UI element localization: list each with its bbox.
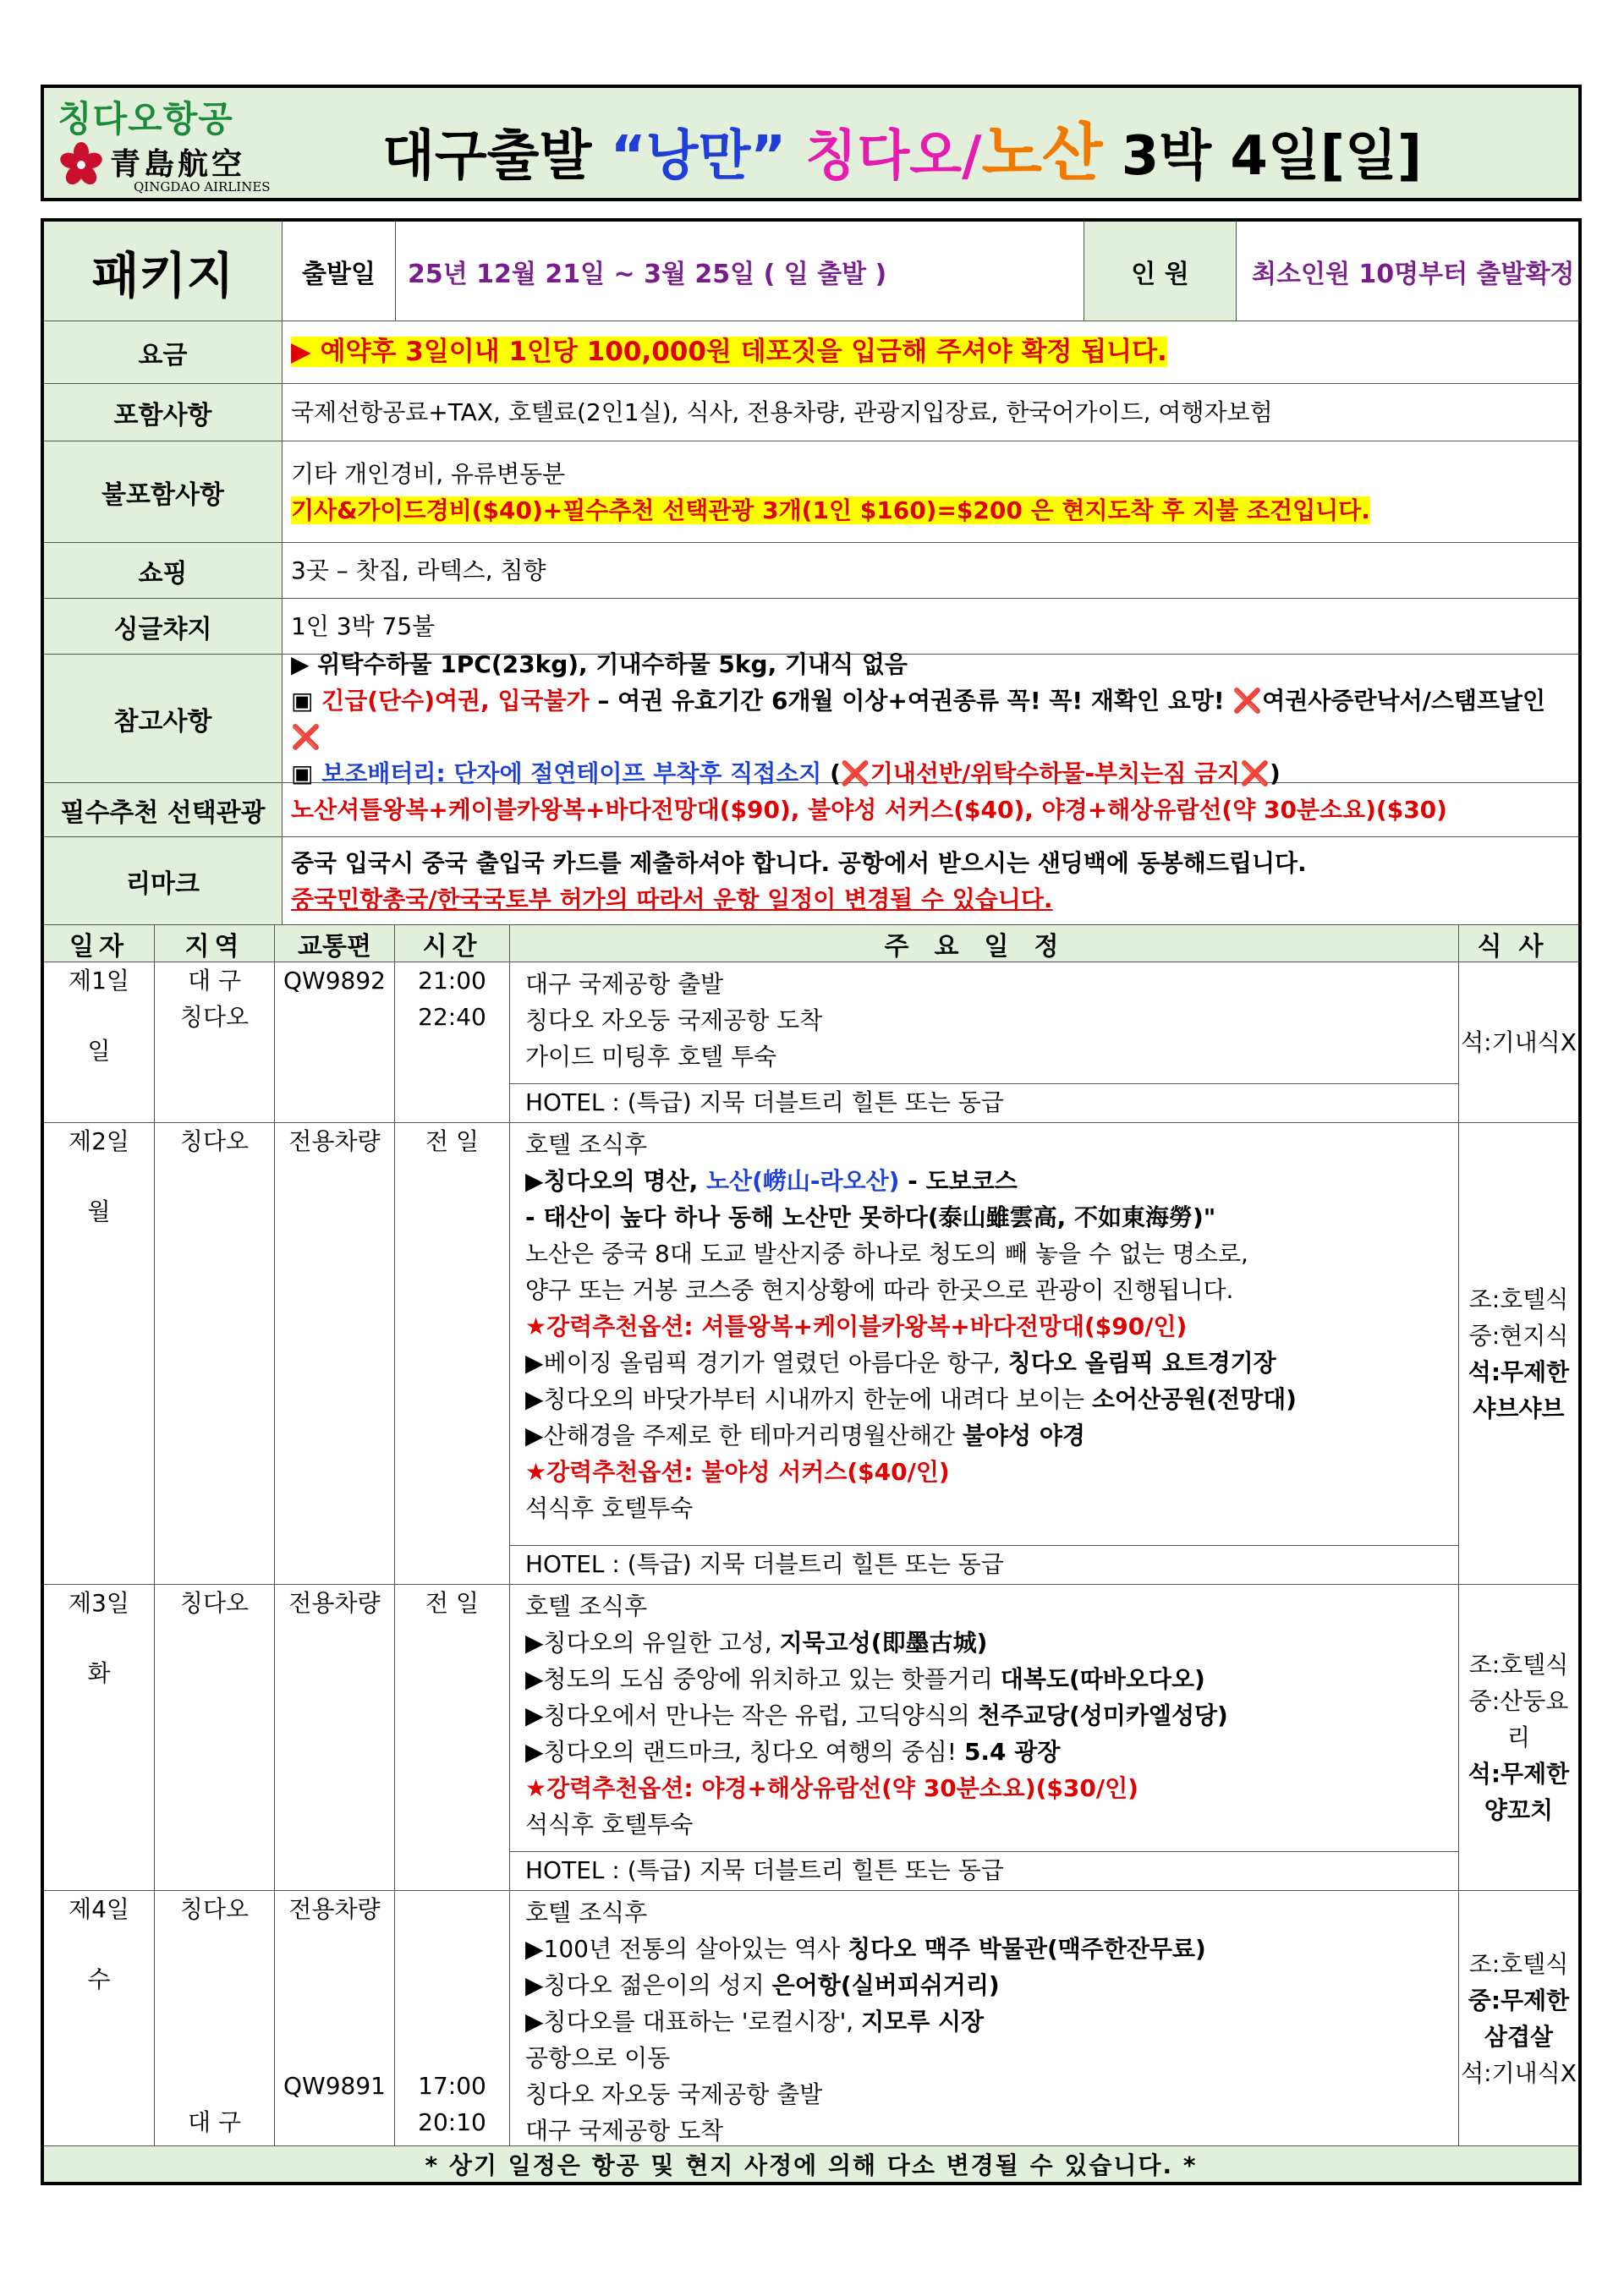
title-theme: “낭만” <box>610 125 787 188</box>
page-header <box>41 85 1582 201</box>
airline-logo <box>51 91 304 198</box>
fee-label: 요금 <box>44 321 283 383</box>
itinerary-line: 공항으로 이동 <box>525 2044 671 2072</box>
meal-breakfast: 조:호텔식 <box>1468 1651 1569 1679</box>
col-transport: 교통편 <box>275 925 395 962</box>
excluded-label: 불포함사항 <box>44 441 283 542</box>
notes-bullet: ▣ <box>291 686 322 715</box>
itinerary-highlight: 칭다오 올림픽 요트경기장 <box>1007 1349 1276 1377</box>
itinerary-line: 대구 국제공항 출발 <box>525 970 724 998</box>
day-row-4 <box>44 1891 1578 2146</box>
notes-passport-warning: 긴급(단수)여권, 입국불가 <box>321 686 590 715</box>
day-row-1 <box>44 962 1578 1123</box>
time-arrive: 22:40 <box>418 1003 486 1031</box>
notes-line1: ▶ 위탁수하물 1PC(23kg), 기내수하물 5kg, 기내식 없음 <box>291 649 908 678</box>
col-region: 지역 <box>155 925 275 962</box>
notes-battery: 보조배터리: 단자에 절연테이프 부착후 직접소지 <box>321 759 822 787</box>
transport: 전용차량 <box>288 1589 381 1617</box>
remark-row <box>44 837 1578 925</box>
title-mountain: 노산 <box>981 117 1103 189</box>
fee-text: ▶ 예약후 3일이내 1인당 100,000원 데포짓을 입금해 주셔야 확정 됩니다. <box>291 337 1167 367</box>
excluded-row <box>44 441 1578 543</box>
hotel-line: HOTEL : (특급) 지묵 더블트리 힐튼 또는 동급 <box>510 1083 1458 1122</box>
itinerary-line <box>525 1967 1455 2003</box>
package-label: 패키지 <box>44 222 283 321</box>
region: 칭다오 <box>179 1127 250 1155</box>
remark-line1: 중국 입국시 중국 출입국 카드를 제출하셔야 합니다. 공항에서 받으시는 샌딩백에 동봉해드립니다. <box>291 848 1307 877</box>
single-charge-text: 1인 3박 75불 <box>291 612 436 640</box>
included-label: 포함사항 <box>44 384 283 441</box>
cross-mark-icon: ❌ <box>840 759 870 787</box>
itinerary-text: ▶칭다오의 명산, <box>525 1167 706 1195</box>
region-to: 칭다오 <box>179 1003 250 1031</box>
optional-tour-row <box>44 783 1578 837</box>
optional-tour-text: 노산셔틀왕복+케이블카왕복+바다전망대($90), 불야성 서커스($40), 야경+해상유람선(약 30분소요)($30) <box>291 796 1447 824</box>
itinerary-line: 호텔 조식후 <box>525 1899 648 1926</box>
itinerary-highlight: 지모루 시장 <box>861 2008 985 2036</box>
airline-name-chinese: 青島航空 <box>110 146 246 182</box>
region-from: 칭다오 <box>179 1895 250 1923</box>
itinerary-line <box>525 1381 1455 1417</box>
itinerary-text: 도보코스 <box>925 1167 1018 1195</box>
itinerary-highlight: 불야성 야경 <box>962 1422 1085 1449</box>
itinerary-line <box>525 1734 1455 1770</box>
itinerary-line: 칭다오 자오둥 국제공항 도착 <box>525 1006 823 1034</box>
meal-dinner: 석:무제한 <box>1468 1357 1570 1386</box>
optional-tour-label: 필수추천 선택관광 <box>44 783 283 836</box>
itinerary-text: ▶칭다오에서 만나는 작은 유럽, 고딕양식의 <box>525 1701 978 1729</box>
meal-lunch: 중:산둥요리 <box>1468 1687 1569 1751</box>
schedule-header <box>44 925 1578 962</box>
time-arrive: 20:10 <box>418 2108 486 2136</box>
meal-dinner-detail: 양꼬치 <box>1484 1796 1554 1824</box>
cross-mark-icon: ❌ <box>1232 686 1263 715</box>
title-city: 칭다오/ <box>786 125 982 188</box>
package-row <box>44 222 1578 321</box>
day-row-2 <box>44 1123 1578 1585</box>
itinerary-line <box>525 1931 1455 1967</box>
cross-mark-icon: ❌ <box>1240 759 1270 787</box>
itinerary-line: 호텔 조식후 <box>525 1131 648 1159</box>
itinerary-line: 가이드 미팅후 호텔 투숙 <box>525 1043 777 1071</box>
day-weekday: 화 <box>87 1659 111 1687</box>
itinerary-highlight: 노산(崂山-라오산) <box>705 1167 900 1195</box>
itinerary-line <box>525 1697 1455 1734</box>
notes-line2 <box>291 682 1570 755</box>
itinerary-option: ★강력추천옵션: 불야성 서커스($40/인) <box>525 1458 950 1486</box>
day-number: 제1일 <box>69 967 129 995</box>
itinerary-line: 양구 또는 거봉 코스중 현지상황에 따라 한곳으로 관광이 진행됩니다. <box>525 1276 1234 1304</box>
col-time: 시간 <box>395 925 510 962</box>
itinerary-line <box>525 1417 1455 1454</box>
transport: 전용차량 <box>288 1127 381 1155</box>
notes-passport-text: – 여권 유효기간 6개월 이상+여권종류 꼭! 꼭! 재확인 요망! <box>589 686 1233 715</box>
meal-breakfast: 조:호텔식 <box>1468 1285 1569 1313</box>
flight-number: QW9892 <box>283 967 386 995</box>
notes-label: 참고사항 <box>44 655 283 782</box>
shopping-text: 3곳 – 찻집, 라텍스, 침향 <box>291 556 546 584</box>
itinerary-text: ▶칭다오의 랜드마크, 칭다오 여행의 중심! <box>525 1738 964 1766</box>
itinerary-text: - <box>899 1167 926 1195</box>
itinerary-line: 대구 국제공항 도착 <box>525 2117 724 2145</box>
meal-lunch: 중:무제한 <box>1468 1986 1570 2014</box>
itinerary-line: 석식후 호텔투숙 <box>525 1811 694 1838</box>
people-value: 최소인원 10명부터 출발확정 <box>1252 259 1575 289</box>
departure-label: 출발일 <box>283 222 396 321</box>
airline-name-korean: 칭다오항공 <box>58 98 233 140</box>
region: 칭다오 <box>179 1589 250 1617</box>
shopping-row <box>44 543 1578 599</box>
itinerary-text: ▶청도의 도심 중앙에 위치하고 있는 핫플거리 <box>525 1665 1001 1693</box>
included-row <box>44 384 1578 441</box>
flight-number: QW9891 <box>283 2072 386 2100</box>
meal-lunch-detail: 삼겹살 <box>1484 2022 1554 2051</box>
meal-breakfast: 조:호텔식 <box>1468 1949 1569 1978</box>
single-charge-label: 싱글챠지 <box>44 599 283 654</box>
itinerary-line: 칭다오 자오둥 국제공항 출발 <box>525 2080 823 2108</box>
day-weekday: 월 <box>87 1197 111 1225</box>
included-text: 국제선항공료+TAX, 호텔료(2인1실), 식사, 전용차량, 관광지입장료, 한국어가이드, 여행자보험 <box>291 398 1273 426</box>
people-label: 인 원 <box>1084 222 1237 321</box>
itinerary-text: ▶칭다오의 바닷가부터 시내까지 한눈에 내려다 보이는 <box>525 1385 1092 1413</box>
itinerary-text: ▶칭다오의 유일한 고성, <box>525 1629 780 1657</box>
time: 전 일 <box>425 1127 479 1155</box>
notes-paren: ( <box>821 759 841 787</box>
departure-value: 25년 12월 21일 ~ 3월 25일 ( 일 출발 ) <box>396 222 1084 321</box>
transport: 전용차량 <box>288 1895 381 1923</box>
airline-name-english: QINGDAO AIRLINES <box>134 179 271 195</box>
itinerary-highlight: 천주교당(성미카엘성당) <box>977 1701 1228 1729</box>
itinerary-line <box>525 1625 1455 1661</box>
itinerary-line: - 태산이 높다 하나 동해 노산만 못하다(泰山雖雲高, 不如東海勞)" <box>525 1203 1216 1231</box>
itinerary-line: 석식후 호텔투숙 <box>525 1494 694 1522</box>
itinerary-text: ▶칭다오를 대표하는 '로컬시장', <box>525 2008 862 2036</box>
time-depart: 21:00 <box>418 967 486 995</box>
meal-dinner: 석:무제한 <box>1468 1760 1570 1788</box>
cross-mark-icon: ❌ <box>291 722 321 751</box>
notes-bullet: ▣ <box>291 759 322 787</box>
itinerary-text: ▶베이징 올림픽 경기가 열렸던 아름다운 항구, <box>525 1349 1008 1377</box>
hotel-line: HOTEL : (특급) 지묵 더블트리 힐튼 또는 동급 <box>510 1851 1458 1890</box>
itinerary-highlight: 지묵고성(即墨古城) <box>779 1629 988 1657</box>
day-row-3 <box>44 1585 1578 1891</box>
itinerary-line <box>525 1345 1455 1381</box>
col-day: 일자 <box>44 925 155 962</box>
itinerary-highlight: 대복도(따바오다오) <box>1000 1665 1205 1693</box>
footer-note: * 상기 일정은 항공 및 현지 사정에 의해 다소 변경될 수 있습니다. * <box>44 2146 1578 2182</box>
day-number: 제4일 <box>69 1895 129 1923</box>
day-weekday: 일 <box>87 1037 111 1065</box>
itinerary-line <box>525 1163 1455 1199</box>
itinerary-option: ★강력추천옵션: 야경+해상유람선(약 30분소요)($30/인) <box>525 1774 1138 1802</box>
remark-label: 리마크 <box>44 837 283 924</box>
itinerary-text: ▶100년 전통의 살아있는 역사 <box>525 1935 848 1963</box>
shopping-label: 쇼핑 <box>44 543 283 598</box>
day-weekday: 수 <box>87 1965 111 1993</box>
itinerary-text: ▶산해경을 주제로 한 테마거리명월산해간 <box>525 1422 963 1449</box>
excluded-line1: 기타 개인경비, 유류변동분 <box>291 459 566 488</box>
meal-dinner: 석:기내식X <box>1461 2058 1577 2087</box>
day-number: 제3일 <box>69 1589 129 1617</box>
remark-line2: 중국민항총국/한국국토부 허가의 따라서 운항 일정이 변경될 수 있습니다. <box>291 885 1053 913</box>
region-from: 대 구 <box>188 967 241 995</box>
title-duration: 3박 4일[일] <box>1102 125 1423 188</box>
excluded-line2: 기사&가이드경비($40)+필수추천 선택관광 3개(1인 $160)=$200 은 현지도착 후 지불 조건입니다. <box>291 496 1370 524</box>
flower-logo-icon <box>59 142 103 186</box>
time-depart: 17:00 <box>418 2072 486 2100</box>
hotel-line: HOTEL : (특급) 지묵 더블트리 힐튼 또는 동급 <box>510 1545 1458 1584</box>
itinerary-line: 호텔 조식후 <box>525 1592 648 1620</box>
meal-lunch: 중:현지식 <box>1468 1321 1569 1350</box>
col-itinerary: 주요일정 <box>510 925 1459 962</box>
page-title <box>382 103 1422 193</box>
col-meals: 식사 <box>1477 931 1561 962</box>
itinerary-line <box>525 2003 1455 2040</box>
notes-passport-stamp: 여권사증란낙서/스탬프날인 <box>1262 686 1546 715</box>
time: 전 일 <box>425 1589 479 1617</box>
itinerary-highlight: 5.4 광장 <box>963 1738 1061 1766</box>
meal-dinner-detail: 샤브샤브 <box>1473 1394 1565 1422</box>
itinerary-option: ★강력추천옵션: 셔틀왕복+케이블카왕복+바다전망대($90/인) <box>525 1312 1188 1340</box>
itinerary-table <box>41 218 1582 2185</box>
itinerary-highlight: 칭다오 맥주 박물관(맥주한잔무료) <box>848 1935 1206 1963</box>
notes-row <box>44 649 1578 787</box>
notes-battery-ban: 기내선반/위탁수하물-부치는짐 금지 <box>870 759 1241 787</box>
itinerary-text: ▶칭다오 젊은이의 성지 <box>525 1971 772 1999</box>
title-departure: 대구출발 <box>382 125 611 188</box>
itinerary-highlight: 은어항(실버피쉬거리) <box>771 1971 1000 1999</box>
notes-paren: ) <box>1269 759 1281 787</box>
itinerary-line <box>525 1661 1455 1697</box>
itinerary-highlight: 소어산공원(전망대) <box>1092 1385 1297 1413</box>
itinerary-line: 노산은 중국 8대 도교 발산지중 하나로 청도의 빼 놓을 수 없는 명소로, <box>525 1240 1248 1268</box>
fee-row <box>44 321 1578 384</box>
region-to: 대 구 <box>188 2108 241 2136</box>
day-number: 제2일 <box>69 1127 129 1155</box>
meal-dinner: 석:기내식X <box>1461 1028 1577 1056</box>
